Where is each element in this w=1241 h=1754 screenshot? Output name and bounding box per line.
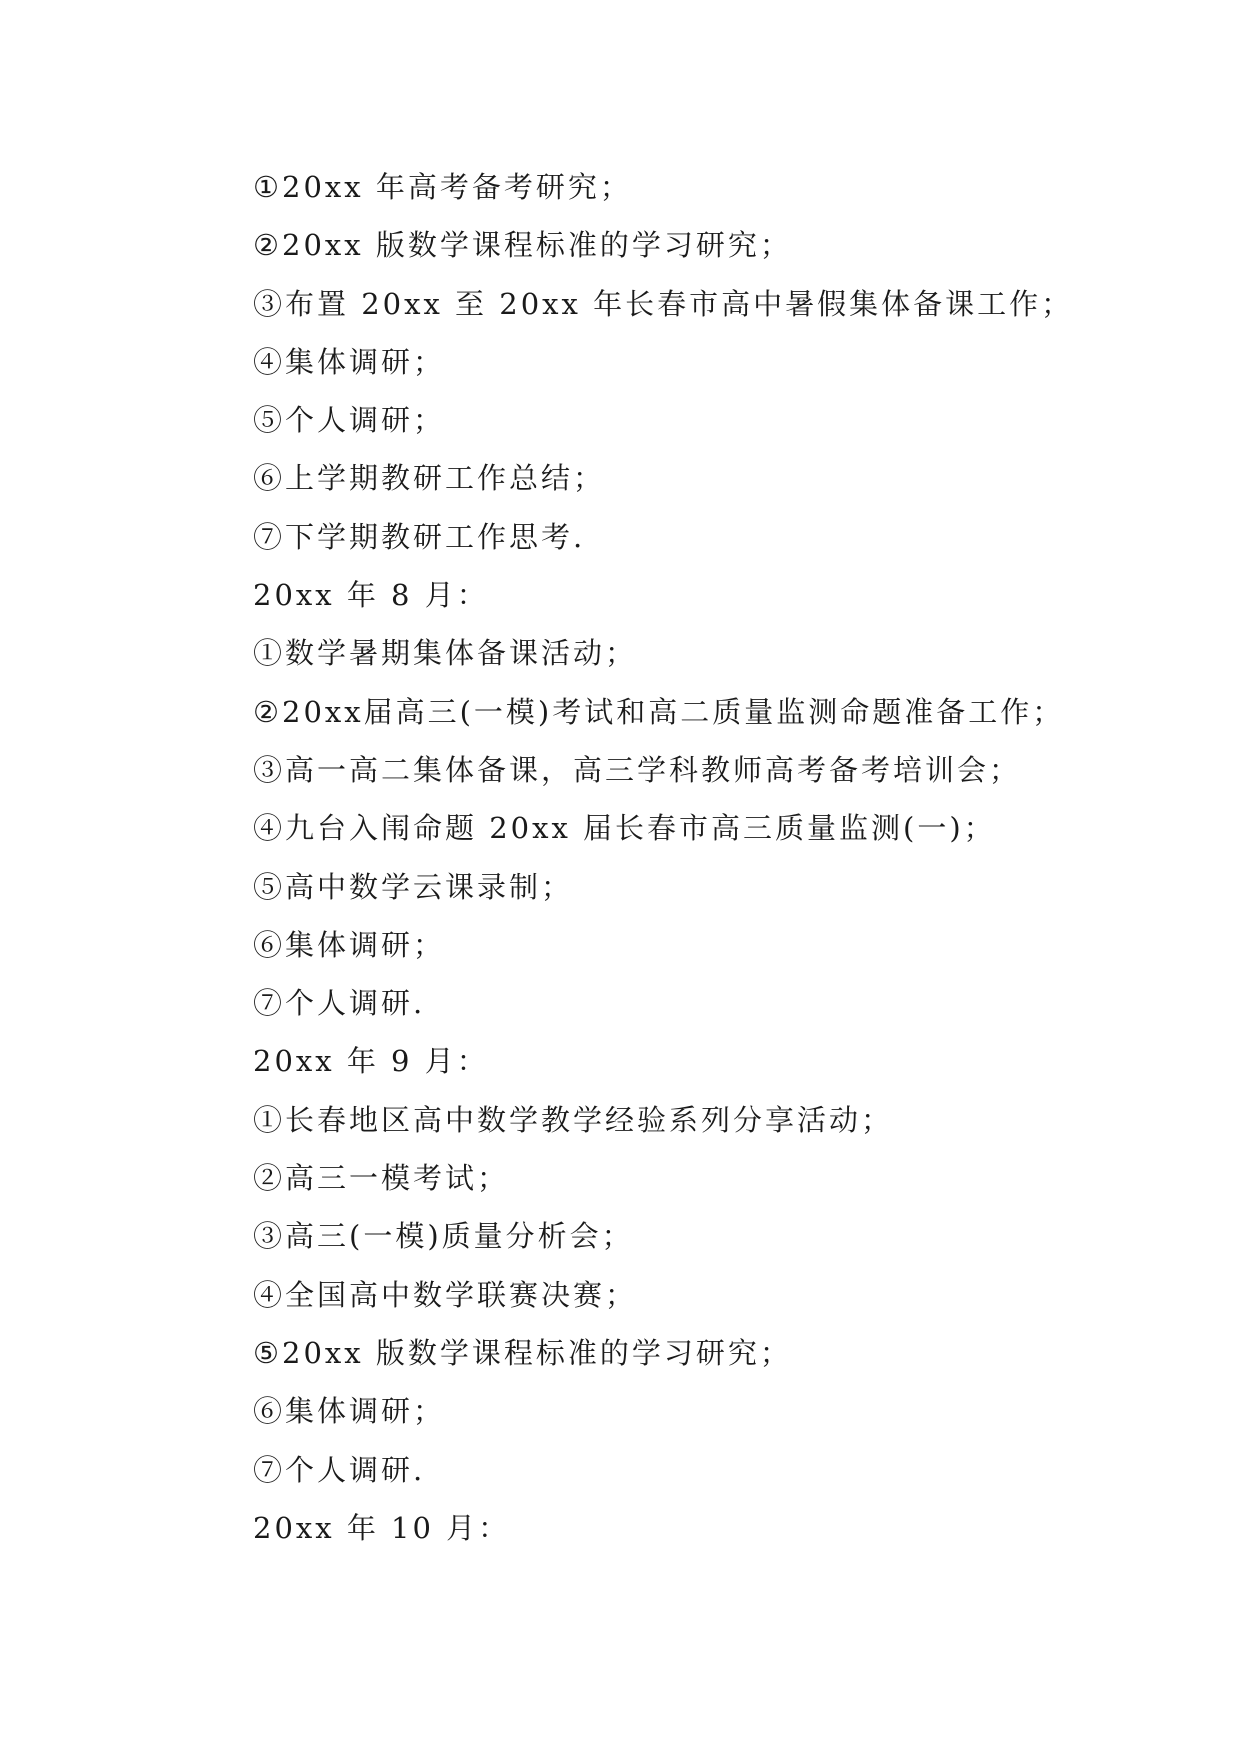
list-item: ③高一高二集体备课，高三学科教师高考备考培训会； bbox=[253, 752, 1022, 787]
list-item: ①20xx 年高考备考研究； bbox=[253, 170, 632, 204]
list-item: ④全国高中数学联赛决赛； bbox=[253, 1277, 638, 1312]
document-body bbox=[253, 158, 1153, 1557]
list-item: ②20xx届高三(一模)考试和高二质量监测命题准备工作； bbox=[253, 694, 1065, 729]
list-item: ③高三(一模)质量分析会； bbox=[253, 1219, 634, 1254]
month-heading: 20xx 年 9 月： bbox=[253, 1044, 489, 1079]
list-item: ④集体调研； bbox=[253, 344, 446, 379]
list-item: ④九台入闱命题 20xx 届长春市高三质量监测(一)； bbox=[253, 811, 996, 846]
month-heading: 20xx 年 8 月： bbox=[253, 578, 489, 613]
list-item: ⑤个人调研； bbox=[253, 403, 446, 438]
list-item: ②高三一模考试； bbox=[253, 1161, 510, 1196]
list-item: ①数学暑期集体备课活动； bbox=[253, 636, 638, 671]
list-item: ⑤20xx 版数学课程标准的学习研究； bbox=[253, 1335, 792, 1370]
list-item: ⑦下学期教研工作思考. bbox=[253, 519, 586, 554]
list-item: ⑥上学期教研工作总结； bbox=[253, 461, 606, 496]
list-item: ⑥集体调研； bbox=[253, 927, 446, 962]
list-item: ⑦个人调研. bbox=[253, 1452, 426, 1487]
list-item: ③布置 20xx 至 20xx 年长春市高中暑假集体备课工作； bbox=[253, 286, 1074, 321]
month-heading: 20xx 年 10 月： bbox=[253, 1510, 511, 1545]
list-item: ⑦个人调研. bbox=[253, 986, 426, 1021]
list-item: ②20xx 版数学课程标准的学习研究； bbox=[253, 228, 792, 263]
list-item: ⑤高中数学云课录制； bbox=[253, 869, 574, 904]
list-item: ⑥集体调研； bbox=[253, 1394, 446, 1429]
list-item: ①长春地区高中数学教学经验系列分享活动； bbox=[253, 1102, 894, 1137]
